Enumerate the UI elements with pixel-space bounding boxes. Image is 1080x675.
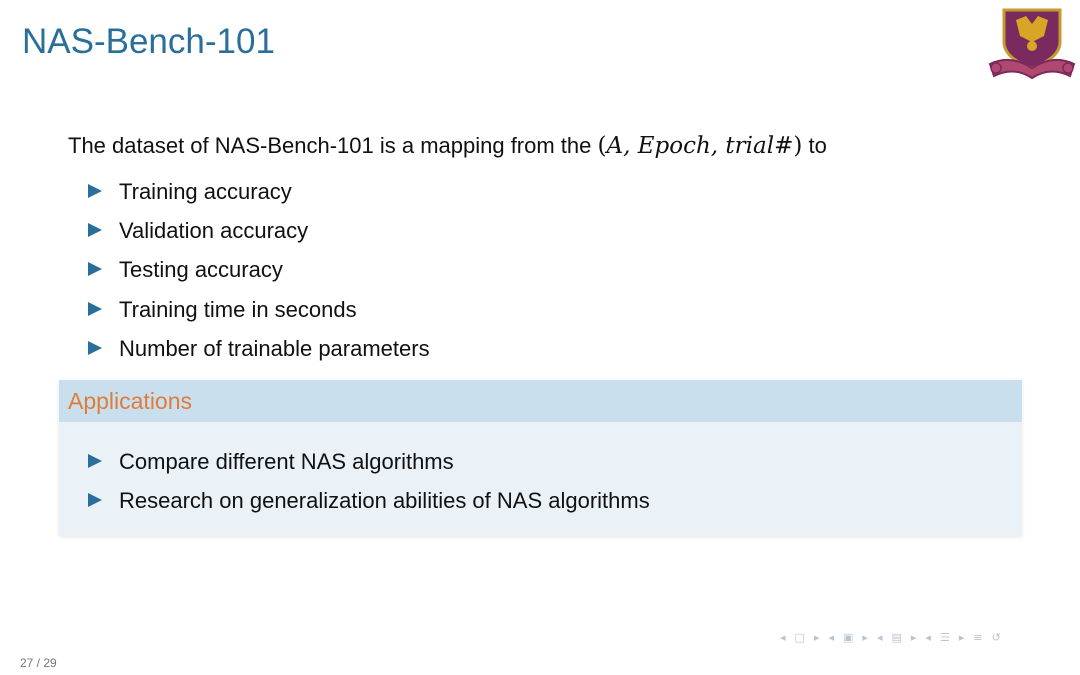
nav-document-prev-icon[interactable]: ◂ (925, 631, 931, 644)
math-variables: A, Epoch, trial# (606, 133, 794, 159)
list-item (88, 172, 430, 211)
math-close-paren: ) (793, 133, 803, 159)
intro-sentence (68, 133, 827, 159)
nav-frame-icon[interactable]: □ (794, 631, 805, 644)
university-crest-icon (986, 6, 1078, 80)
list-item-text: Testing accuracy (119, 257, 283, 283)
triangle-bullet-icon (88, 262, 102, 276)
triangle-bullet-icon (88, 493, 102, 507)
intro-math-tuple (598, 133, 803, 159)
nav-search-icon[interactable]: ↺ (991, 631, 1001, 644)
nav-section-prev-icon[interactable]: ◂ (876, 631, 883, 644)
nav-menu-icon[interactable]: ≡ (973, 631, 983, 644)
output-list (88, 172, 430, 368)
page-number: 27 / 29 (20, 656, 57, 670)
applications-list (88, 442, 650, 521)
nav-document-icon[interactable]: ☰ (939, 631, 950, 644)
list-item-text: Training accuracy (119, 178, 292, 204)
list-item (88, 211, 430, 250)
nav-subsection-next-icon[interactable]: ▸ (862, 631, 868, 644)
list-item (88, 251, 430, 290)
applications-block (59, 380, 1022, 536)
nav-section-next-icon[interactable]: ▸ (910, 631, 917, 644)
nav-subsection-prev-icon[interactable]: ◂ (828, 631, 834, 644)
list-item (88, 290, 430, 329)
nav-frame-prev-icon[interactable]: ◂ (780, 631, 786, 644)
triangle-bullet-icon (88, 223, 102, 237)
intro-text: The dataset of NAS-Bench-101 is a mapping from the (68, 133, 592, 158)
nav-frame-next-icon[interactable]: ▸ (813, 631, 820, 644)
triangle-bullet-icon (88, 184, 102, 198)
block-title: Applications (68, 387, 193, 414)
triangle-bullet-icon (88, 454, 102, 468)
list-item (88, 442, 650, 481)
triangle-bullet-icon (88, 302, 102, 316)
intro-suffix: to (808, 133, 827, 158)
list-item-text: Training time in seconds (119, 296, 357, 322)
nav-section-icon[interactable]: ▤ (891, 631, 902, 644)
list-item (88, 329, 430, 368)
list-item-text: Compare different NAS algorithms (119, 448, 454, 474)
list-item-text: Research on generalization abilities of NAS algorithms (119, 487, 650, 513)
nav-subsection-icon[interactable]: ▣ (843, 631, 854, 644)
math-open-paren: ( (597, 133, 607, 159)
block-header (59, 380, 1022, 422)
list-item-text: Number of trainable parameters (119, 335, 430, 361)
list-item (88, 481, 650, 520)
beamer-navigation-bar (780, 631, 1001, 644)
list-item-text: Validation accuracy (119, 217, 309, 243)
slide-title: NAS-Bench-101 (22, 22, 275, 61)
triangle-bullet-icon (88, 341, 102, 355)
nav-document-next-icon[interactable]: ▸ (958, 631, 965, 644)
